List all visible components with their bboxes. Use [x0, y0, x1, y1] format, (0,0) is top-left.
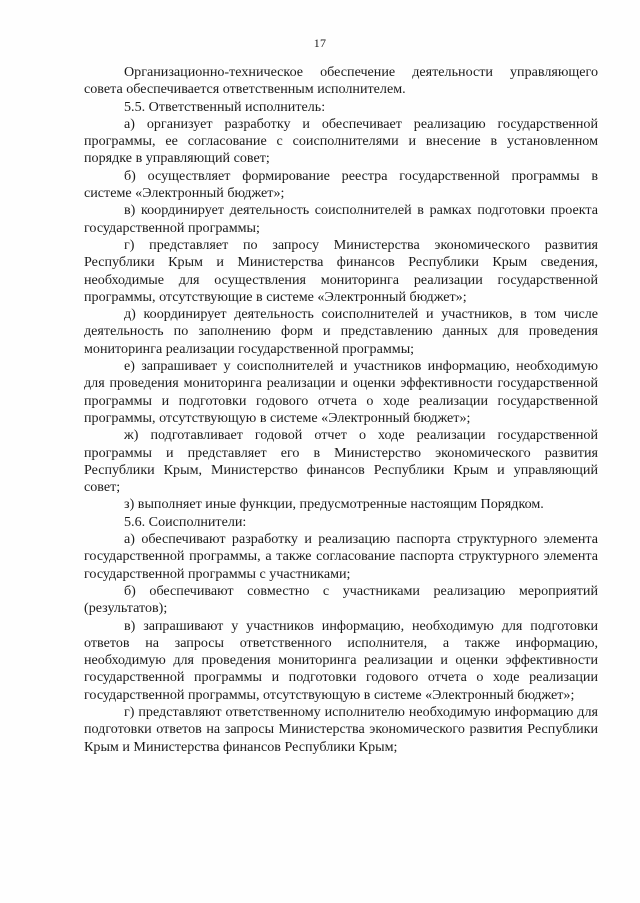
paragraph-5-5-a: а) организует разработку и обеспечивает реализацию государственной программы, ее согласование с соисполнителями и внесение в установленном порядке в управляющий совет; [84, 115, 598, 167]
section-5-6-heading: 5.6. Соисполнители: [124, 513, 247, 530]
paragraph-5-6-g: г) представляют ответственному исполнителю необходимую информацию для подготовки ответов на запросы Министерства экономического развития Республики Крым и Министерства финансов Республики Крым; [84, 703, 598, 755]
page-number: 17 [313, 36, 327, 50]
section-5-5-heading: 5.5. Ответственный исполнитель: [124, 98, 326, 115]
paragraph-5-5-v: в) координирует деятельность соисполнителей в рамках подготовки проекта государственной программы; [84, 202, 598, 236]
paragraph-5-6-a: а) обеспечивают разработку и реализацию паспорта структурного элемента государственной программы, а также согласование паспорта структурного элемента государственной программы с участниками; [84, 531, 598, 582]
paragraph-5-6-b: б) обеспечивают совместно с участниками реализацию мероприятий (результатов); [84, 582, 598, 617]
document-body [84, 64, 598, 756]
paragraph-5-5-b: б) осуществляет формирование реестра государственной программы в системе «Электронный бюджет»; [84, 167, 598, 202]
paragraph-5-5-d: д) координирует деятельность соисполнителей и участников, в том числе деятельность по заполнению форм и представлению данных для проведения мониторинга реализации государственной программы; [84, 306, 598, 357]
paragraph-5-5-z: з) выполняет иные функции, предусмотренные настоящим Порядком. [124, 496, 544, 513]
paragraph-5-5-e: е) запрашивает у соисполнителей и участников информацию, необходимую для проведения мониторинга реализации и оценки эффективности государственной программы и подготовки годового отчета о ходе реализации государственной программы, отсутствующую в системе «Электронный бюджет»; [84, 358, 598, 426]
paragraph-5-5-g: г) представляет по запросу Министерства экономического развития Республики Крым и Министерства финансов Республики Крым сведения, необходимые для осуществления мониторинга реализации государственной программы, отсутствующие в системе «Электронный бюджет»; [84, 236, 598, 305]
paragraph-5-5-zh: ж) подготавливает годовой отчет о ходе реализации государственной программы и представляет его в Министерство экономического развития Республики Крым, Министерство финансов Республики Крым и управляющий совет; [84, 427, 598, 496]
paragraph-5-6-v: в) запрашивают у участников информацию, необходимую для подготовки ответов на запросы ответственного исполнителя, а также информацию, необходимую для проведения мониторинга реализации и оценки эффективности государственной программы и подготовки годового отчета о ходе реализации государственной программы, отсутствующую в системе «Электронный бюджет»; [84, 617, 598, 703]
paragraph-management-council-support: Организационно-техническое обеспечение деятельности управляющего совета обеспечивается ответственным исполнителем. [84, 64, 598, 98]
